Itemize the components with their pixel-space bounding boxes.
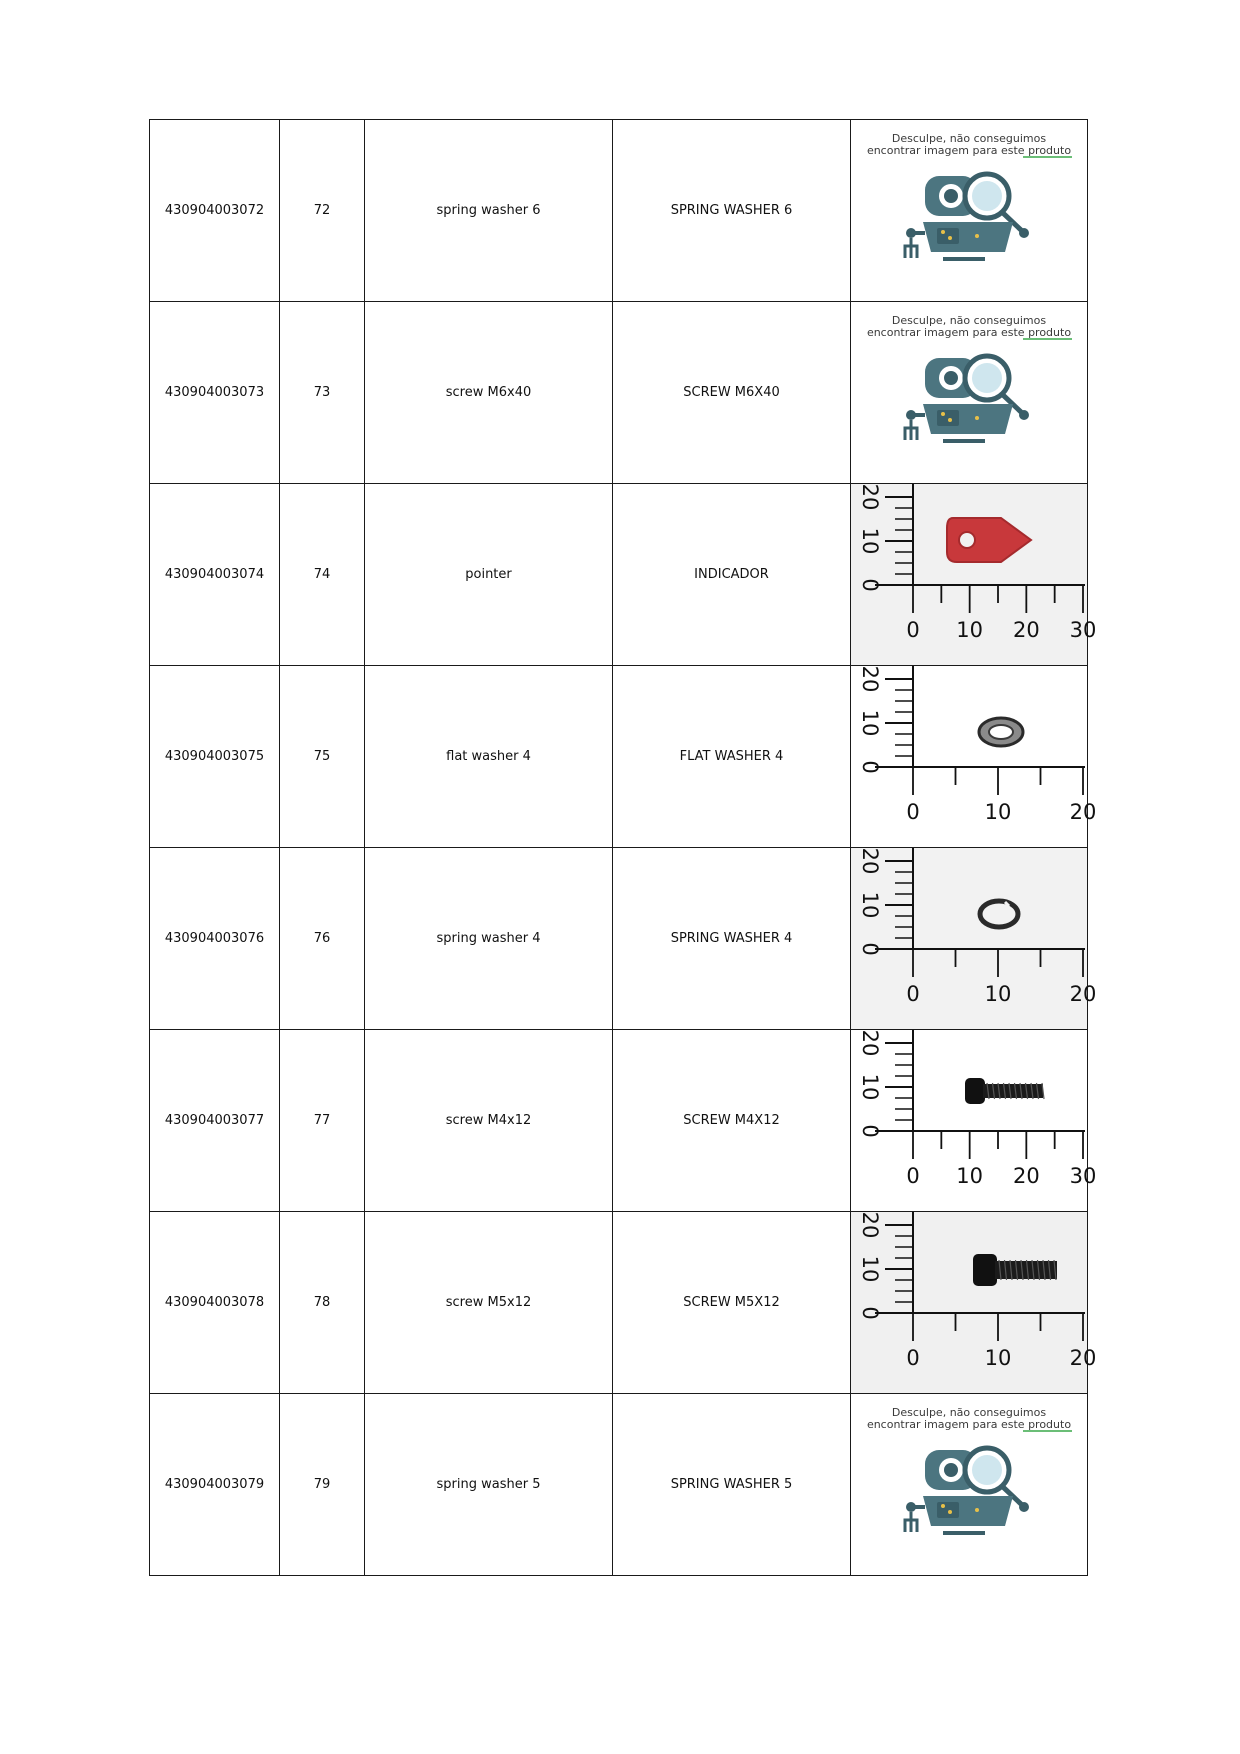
product-image [851,1211,1097,1394]
ruler-y-label: 10 [858,891,882,919]
ruler-x-label: 10 [956,618,984,642]
placeholder-line1: Desculpe, não conseguimos [891,132,1047,145]
placeholder-line2-text: encontrar imagem para este [866,1418,1029,1431]
product-image [851,483,1097,666]
position-number: 76 [280,848,365,1030]
ruler-x-label: 0 [906,1164,920,1188]
ruler-y-label: 0 [858,760,882,774]
position-number: 72 [280,120,365,302]
description-en: screw M4x12 [365,1030,613,1212]
part-code: 430904003072 [150,120,280,302]
description-pt: SCREW M6X40 [613,302,851,484]
ruler-x-label: 30 [1069,1164,1097,1188]
description-pt: SPRING WASHER 5 [613,1394,851,1576]
description-en: spring washer 5 [365,1394,613,1576]
placeholder-line1: Desculpe, não conseguimos [891,1406,1047,1419]
description-pt: FLAT WASHER 4 [613,666,851,848]
product-image-graphic [851,1211,1097,1393]
placeholder-line2 [867,326,1071,339]
ruler-y-label: 10 [858,527,882,555]
product-image [851,1394,1088,1576]
ruler-x-label: 20 [1069,800,1097,824]
position-number: 79 [280,1394,365,1576]
product-image-graphic [851,120,1087,301]
ruler-y-label: 0 [858,1306,882,1320]
ruler-x-label: 30 [1069,618,1097,642]
ruler-x-label: 0 [906,982,920,1006]
part-code: 430904003077 [150,1030,280,1212]
parts-table [149,119,1097,1576]
flat-washer-icon [979,718,1023,746]
table-row [150,302,1088,484]
ruler-x-label: 20 [1012,618,1040,642]
table-row [150,848,1088,1030]
part-code: 430904003074 [150,484,280,666]
ruler-y-label: 20 [858,1211,882,1239]
table-row [150,1394,1088,1576]
description-pt: INDICADOR [613,484,851,666]
description-pt: SCREW M4X12 [613,1030,851,1212]
part-code: 430904003076 [150,848,280,1030]
ruler-x-label: 20 [1012,1164,1040,1188]
table-row [150,120,1088,302]
ruler-x-label: 10 [956,1164,984,1188]
product-image-graphic [851,1029,1097,1211]
ruler-y-label: 0 [858,578,882,592]
ruler-x-label: 0 [906,618,920,642]
ruler-x-label: 20 [1069,1346,1097,1370]
placeholder-line2 [867,1418,1071,1431]
part-code: 430904003075 [150,666,280,848]
ruler-y-label: 0 [858,1124,882,1138]
description-pt: SCREW M5X12 [613,1212,851,1394]
product-image [851,1029,1097,1212]
description-en: pointer [365,484,613,666]
description-en: flat washer 4 [365,666,613,848]
position-number: 75 [280,666,365,848]
product-image-graphic [851,483,1097,665]
product-image [851,120,1088,302]
placeholder-link[interactable]: produto [1028,1418,1072,1431]
ruler-y-label: 10 [858,709,882,737]
placeholder-line2 [867,144,1071,157]
position-number: 73 [280,302,365,484]
part-code: 430904003073 [150,302,280,484]
table-row [150,1030,1088,1212]
description-en: spring washer 6 [365,120,613,302]
ruler-y-label: 20 [858,483,882,511]
ruler-y-label: 10 [858,1073,882,1101]
table-row [150,666,1088,848]
ruler-x-label: 0 [906,800,920,824]
placeholder-line2-text: encontrar imagem para este [866,144,1029,157]
placeholder-link[interactable]: produto [1028,144,1072,157]
product-image [851,302,1088,484]
parts-table-body [150,120,1097,1576]
description-en: screw M6x40 [365,302,613,484]
position-number: 78 [280,1212,365,1394]
ruler-y-label: 20 [858,1029,882,1057]
position-number: 77 [280,1030,365,1212]
ruler-y-label: 20 [858,665,882,693]
table-row [150,1212,1088,1394]
placeholder-link[interactable]: produto [1028,326,1072,339]
ruler-y-label: 10 [858,1255,882,1283]
position-number: 74 [280,484,365,666]
ruler-x-label: 10 [984,1346,1012,1370]
placeholder-line1: Desculpe, não conseguimos [891,314,1047,327]
product-image [851,847,1097,1030]
ruler-x-label: 20 [1069,982,1097,1006]
ruler-y-label: 20 [858,847,882,875]
product-image-graphic [851,1394,1087,1575]
part-code: 430904003079 [150,1394,280,1576]
product-image-graphic [851,302,1087,483]
product-image-graphic [851,665,1097,847]
description-en: spring washer 4 [365,848,613,1030]
ruler-y-label: 0 [858,942,882,956]
description-pt: SPRING WASHER 4 [613,848,851,1030]
product-image-graphic [851,847,1097,1029]
product-image [851,665,1097,848]
placeholder-line2-text: encontrar imagem para este [866,326,1029,339]
ruler-x-label: 0 [906,1346,920,1370]
ruler-x-label: 10 [984,982,1012,1006]
description-pt: SPRING WASHER 6 [613,120,851,302]
description-en: screw M5x12 [365,1212,613,1394]
part-code: 430904003078 [150,1212,280,1394]
ruler-x-label: 10 [984,800,1012,824]
table-row [150,484,1088,666]
